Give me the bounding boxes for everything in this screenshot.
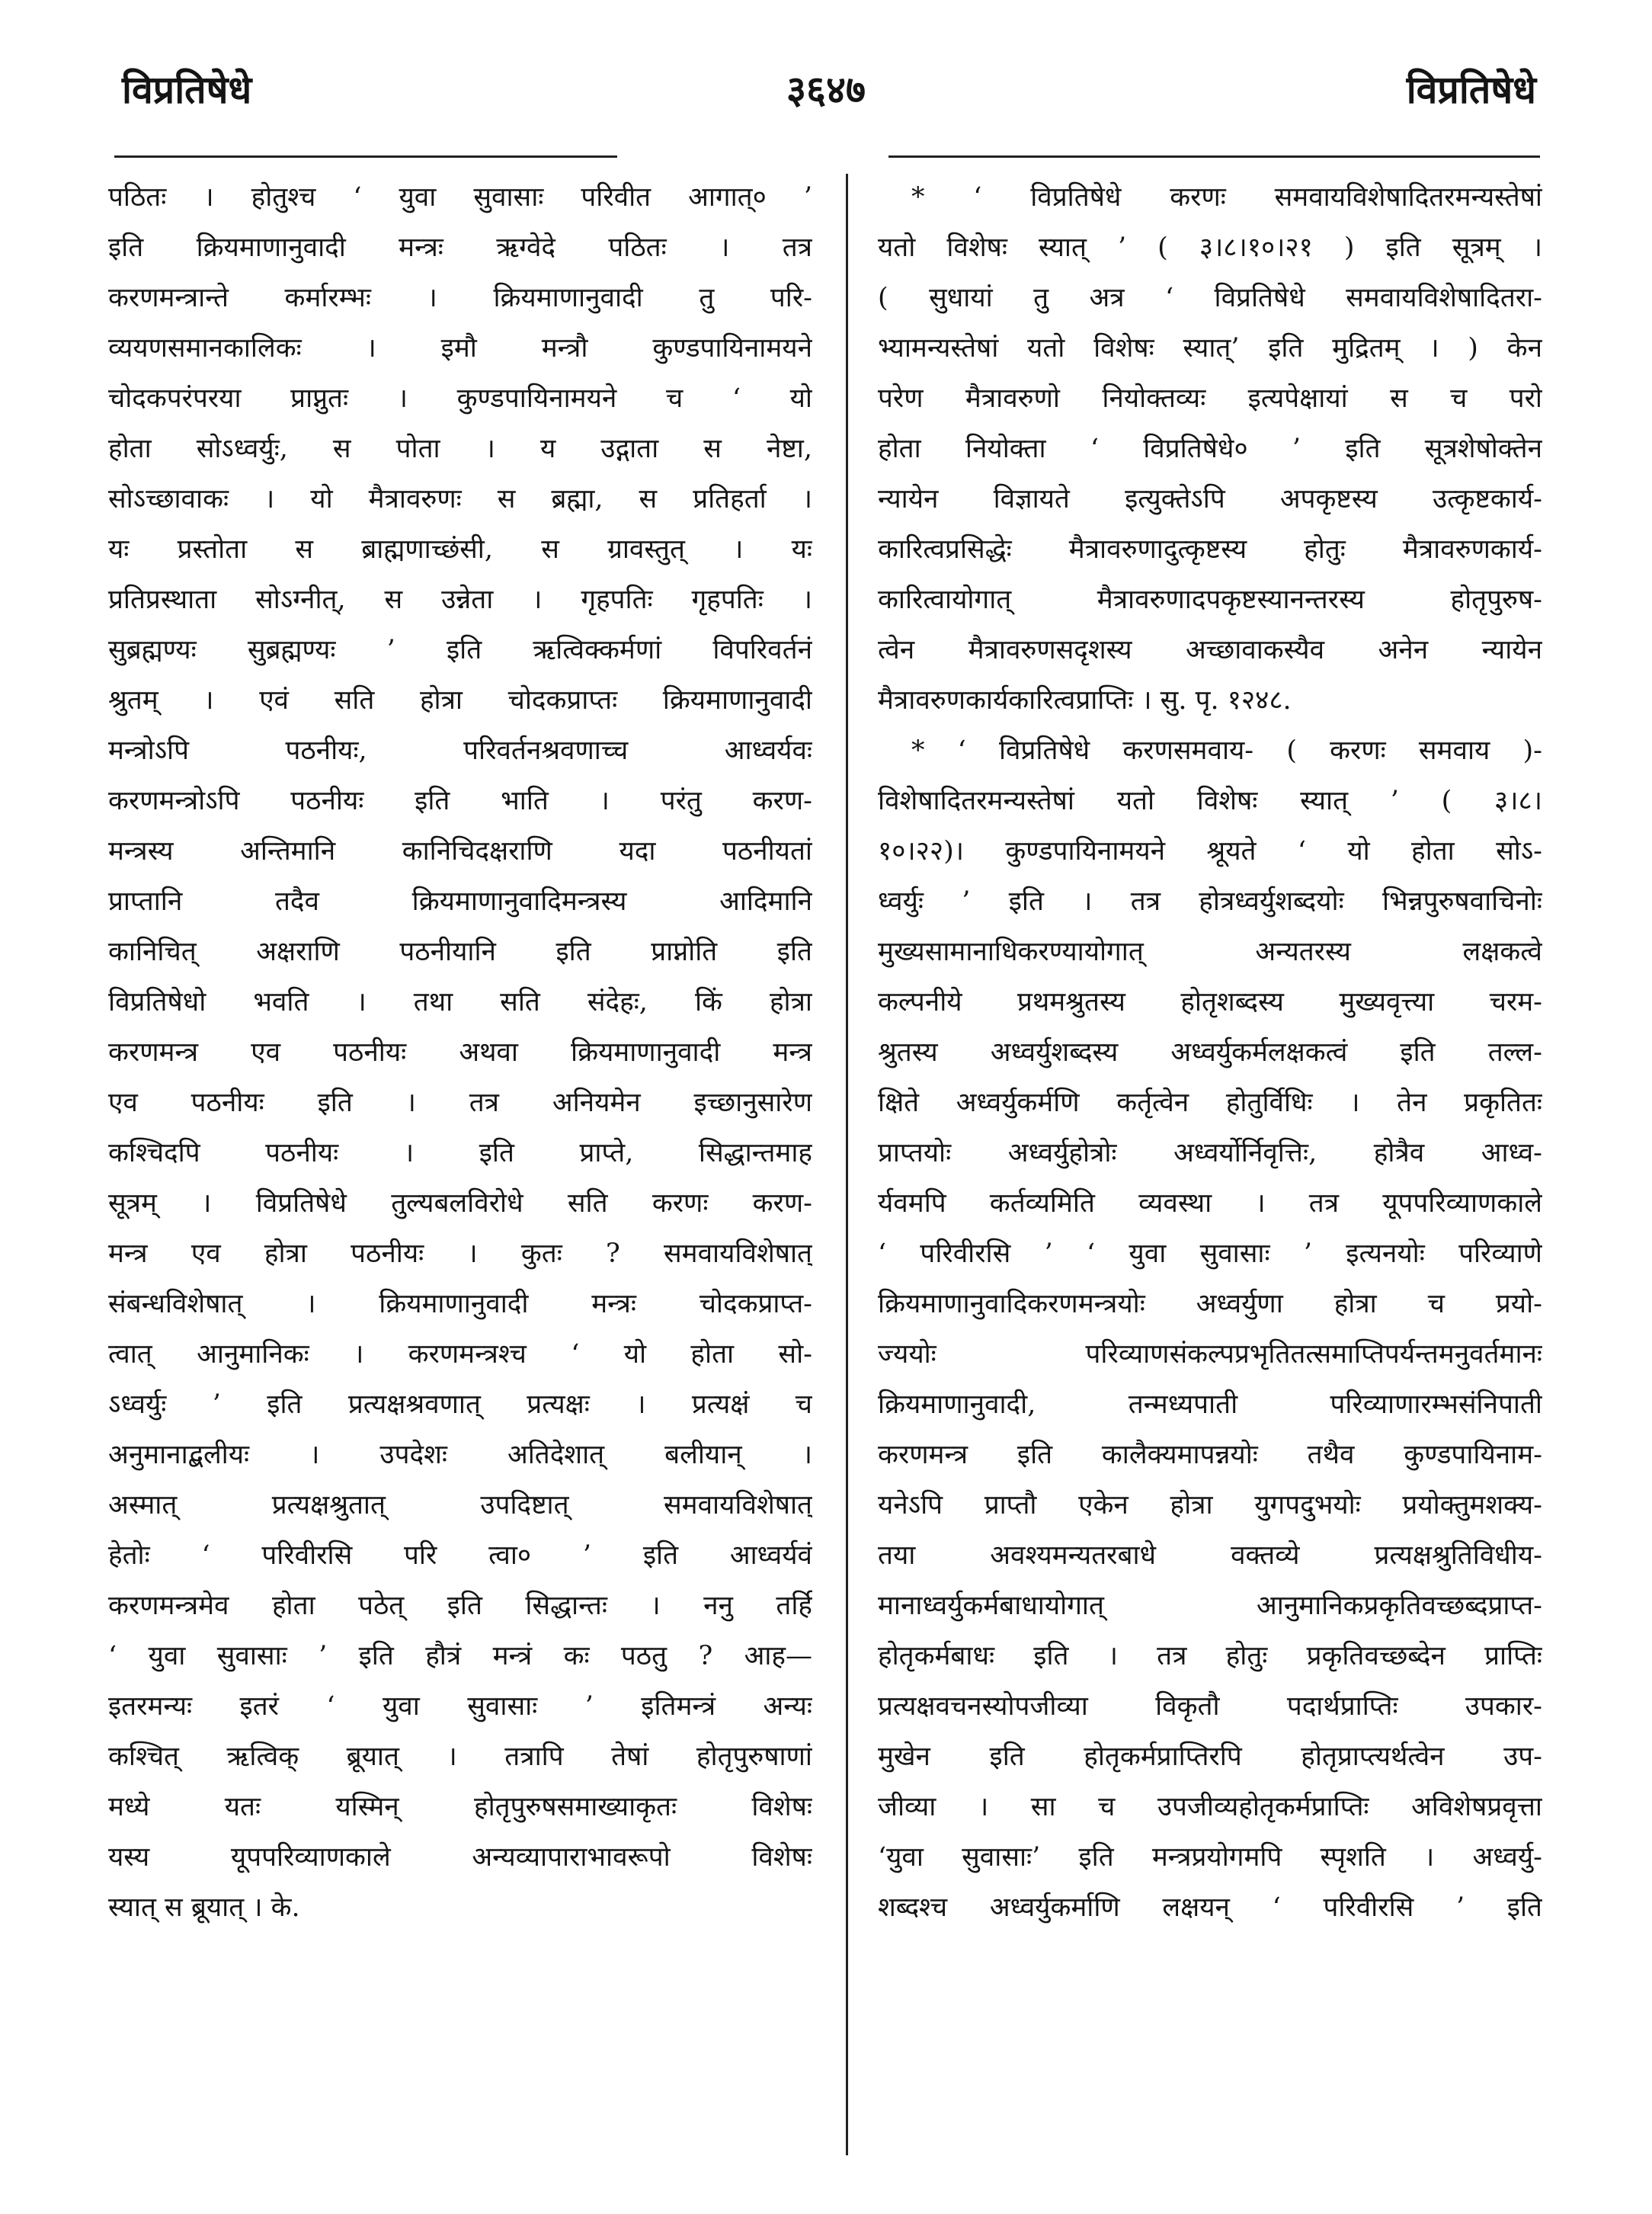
left-column-line: अस्मात् प्रत्यक्षश्रुतात् उपदिष्टात् समवायविशेषात् bbox=[108, 1490, 812, 1520]
left-column-line: करणमन्त्रान्ते कर्मारम्भः । क्रियमाणानुवादी तु परि- bbox=[108, 283, 812, 313]
column-divider bbox=[846, 174, 848, 2155]
right-column-line: प्राप्तयोः अध्वर्युहोत्रोः अध्वर्योर्निवृत्तिः, होत्रैव आध्व- bbox=[878, 1138, 1542, 1168]
right-column-line: मुख्यसामानाधिकरण्यायोगात् अन्यतरस्य लक्षकत्वे bbox=[878, 937, 1542, 967]
right-column-line: परेण मैत्रावरुणो नियोक्तव्यः इत्यपेक्षायां स च परो bbox=[878, 383, 1542, 414]
page-number: ३६४७ bbox=[786, 67, 866, 112]
left-column-line: विप्रतिषेधो भवति । तथा सति संदेहः, किं होत्रा bbox=[108, 987, 812, 1017]
right-column-line: र्यवमपि कर्तव्यमिति व्यवस्था । तत्र यूपपरिव्याणकाले bbox=[878, 1188, 1542, 1219]
right-column-line: मानाध्वर्युकर्मबाधायोगात् आनुमानिकप्रकृतिवच्छब्दप्राप्त- bbox=[878, 1591, 1542, 1621]
right-column-line: मुखेन इति होतृकर्मप्राप्तिरपि होतृप्राप्त्यर्थत्वेन उप- bbox=[878, 1741, 1542, 1772]
left-column-line: करणमन्त्रोऽपि पठनीयः इति भाति । परंतु करण- bbox=[108, 786, 812, 816]
right-column-line: मैत्रावरुणकार्यकारित्वप्राप्तिः । सु. पृ. १२४८. bbox=[878, 685, 1292, 716]
right-column-line: कारित्वप्रसिद्धेः मैत्रावरुणादुत्कृष्टस्य होतुः मैत्रावरुणकार्य- bbox=[878, 534, 1542, 565]
right-column-line: ‘युवा सुवासाः’ इति मन्त्रप्रयोगमपि स्पृशति । अध्वर्यु- bbox=[878, 1842, 1542, 1873]
left-column-line: पठितः । होतुश्च ‘ युवा सुवासाः परिवीत आगात्० ’ bbox=[108, 182, 812, 213]
header-rule-right bbox=[888, 155, 1540, 158]
left-column-line: कानिचित् अक्षराणि पठनीयानि इति प्राप्नोति इति bbox=[108, 937, 812, 967]
left-column-line: सुब्रह्मण्यः सुब्रह्मण्यः ’ इति ऋत्विक्कर्मणां विपरिवर्तनं bbox=[108, 635, 812, 665]
right-column-line: होता नियोक्ता ‘ विप्रतिषेधे० ’ इति सूत्रशेषोक्तेन bbox=[878, 434, 1542, 464]
header-right-title: विप्रतिषेधे bbox=[1406, 67, 1536, 112]
left-column-line: मन्त्रोऽपि पठनीयः, परिवर्तनश्रवणाच्च आध्वर्यवः bbox=[108, 735, 812, 766]
right-column-line: ध्वर्युः ’ इति । तत्र होत्रध्वर्युशब्दयोः भिन्नपुरुषवाचिनोः bbox=[878, 886, 1542, 917]
left-column-line: ऽध्वर्युः ’ इति प्रत्यक्षश्रवणात् प्रत्यक्षः । प्रत्यक्षं च bbox=[108, 1389, 812, 1420]
left-column-line: सोऽच्छावाकः । यो मैत्रावरुणः स ब्रह्मा, स प्रतिहर्ता । bbox=[108, 484, 812, 514]
right-column-line: यतो विशेषः स्यात् ’ ( ३।८।१०।२१ ) इति सूत्रम् । bbox=[878, 232, 1542, 263]
right-column-line: ज्ययोः परिव्याणसंकल्पप्रभृतितत्समाप्तिपर्यन्तमनुवर्तमानः bbox=[878, 1339, 1542, 1370]
left-column-line: श्रुतम् । एवं सति होत्रा चोदकप्राप्तः क्रियमाणानुवादी bbox=[108, 685, 812, 716]
right-column-line: यनेऽपि प्राप्तौ एकेन होत्रा युगपदुभयोः प्रयोक्तुमशक्य- bbox=[878, 1490, 1542, 1520]
right-column-line: जीव्या । सा च उपजीव्यहोतृकर्मप्राप्तिः अविशेषप्रवृत्ता bbox=[878, 1792, 1542, 1822]
right-column-line: * ‘ विप्रतिषेधे करणसमवाय- ( करणः समवाय )- bbox=[911, 735, 1542, 766]
left-column-line: इति क्रियमाणानुवादी मन्त्रः ऋग्वेदे पठितः । तत्र bbox=[108, 232, 812, 263]
right-column-line: श्रुतस्य अध्वर्युशब्दस्य अध्वर्युकर्मलक्षकत्वं इति तल्ल- bbox=[878, 1037, 1542, 1068]
left-column-line: स्यात् स ब्रूयात् । के. bbox=[108, 1892, 300, 1923]
left-column bbox=[108, 172, 812, 1933]
left-column-line: हेतोः ‘ परिवीरसि परि त्वा० ’ इति आध्वर्यवं bbox=[108, 1540, 812, 1571]
right-column-line: कल्पनीये प्रथमश्रुतस्य होतृशब्दस्य मुख्यवृत्त्या चरम- bbox=[878, 987, 1542, 1017]
left-column-line: त्वात् आनुमानिकः । करणमन्त्रश्च ‘ यो होता सो- bbox=[108, 1339, 812, 1370]
right-column-line: शब्दश्च अध्वर्युकर्माणि लक्षयन् ‘ परिवीरसि ’ इति bbox=[878, 1892, 1542, 1923]
right-column-line: तया अवश्यमन्यतरबाधे वक्तव्ये प्रत्यक्षश्रुतिविधीय- bbox=[878, 1540, 1542, 1571]
left-column-line: एव पठनीयः इति । तत्र अनियमेन इच्छानुसारेण bbox=[108, 1088, 812, 1118]
left-column-line: होता सोऽध्वर्युः, स पोता । य उद्गाता स नेष्टा, bbox=[108, 434, 812, 464]
left-column-line: प्रतिप्रस्थाता सोऽग्नीत्, स उन्नेता । गृहपतिः गृहपतिः । bbox=[108, 585, 812, 615]
header-rule-left bbox=[114, 155, 617, 158]
right-column-line: ( सुधायां तु अत्र ‘ विप्रतिषेधे समवायविशेषादितरा- bbox=[878, 283, 1542, 313]
left-column-line: यः प्रस्तोता स ब्राह्मणाच्छंसी, स ग्रावस्तुत् । यः bbox=[108, 534, 812, 565]
right-column-line: क्षिते अध्वर्युकर्मणि कर्तृत्वेन होतुर्विधिः । तेन प्रकृतितः bbox=[878, 1088, 1542, 1118]
right-column-line: न्यायेन विज्ञायते इत्युक्तेऽपि अपकृष्टस्य उत्कृष्टकार्य- bbox=[878, 484, 1542, 514]
right-column-line: * ‘ विप्रतिषेधे करणः समवायविशेषादितरमन्यस्तेषां bbox=[911, 182, 1542, 213]
left-column-line: सूत्रम् । विप्रतिषेधे तुल्यबलविरोधे सति करणः करण- bbox=[108, 1188, 812, 1219]
header-left-title: विप्रतिषेधे bbox=[122, 67, 252, 112]
left-column-line: मन्त्र एव होत्रा पठनीयः । कुतः ? समवायविशेषात् bbox=[108, 1238, 812, 1269]
left-column-line: कश्चिदपि पठनीयः । इति प्राप्ते, सिद्धान्तमाह bbox=[108, 1138, 812, 1168]
left-column-line: प्राप्तानि तदैव क्रियमाणानुवादिमन्त्रस्य आदिमानि bbox=[108, 886, 812, 917]
right-column-line: त्वेन मैत्रावरुणसदृशस्य अच्छावाकस्यैव अनेन न्यायेन bbox=[878, 635, 1542, 665]
right-column-line: कारित्वायोगात् मैत्रावरुणादपकृष्टस्यानन्तरस्य होतृपुरुष- bbox=[878, 585, 1542, 615]
right-column-line: क्रियमाणानुवादी, तन्मध्यपाती परिव्याणारम्भसंनिपाती bbox=[878, 1389, 1542, 1420]
right-column-line: १०।२२)। कुण्डपायिनामयने श्रूयते ‘ यो होता सोऽ- bbox=[878, 836, 1542, 867]
left-column-line: चोदकपरंपरया प्राप्नुतः । कुण्डपायिनामयने च ‘ यो bbox=[108, 383, 812, 414]
right-column-line: करणमन्त्र इति कालैक्यमापन्नयोः तथैव कुण्डपायिनाम- bbox=[878, 1440, 1542, 1470]
right-column-line: क्रियमाणानुवादिकरणमन्त्रयोः अध्वर्युणा होत्रा च प्रयो- bbox=[878, 1289, 1542, 1319]
right-column-line: विशेषादितरमन्यस्तेषां यतो विशेषः स्यात् ’ ( ३।८। bbox=[878, 786, 1542, 816]
left-column-line: यस्य यूपपरिव्याणकाले अन्यव्यापाराभावरूपो विशेषः bbox=[108, 1842, 812, 1873]
left-column-line: मन्त्रस्य अन्तिमानि कानिचिदक्षराणि यदा पठनीयतां bbox=[108, 836, 812, 867]
left-column-line: करणमन्त्रमेव होता पठेत् इति सिद्धान्तः । ननु तर्हि bbox=[108, 1591, 812, 1621]
left-column-line: कश्चित् ऋत्विक् ब्रूयात् । तत्रापि तेषां होतृपुरुषाणां bbox=[108, 1741, 812, 1772]
left-column-line: इतरमन्यः इतरं ‘ युवा सुवासाः ’ इतिमन्त्रं अन्यः bbox=[108, 1691, 812, 1722]
right-column-line: ‘ परिवीरसि ’ ‘ युवा सुवासाः ’ इत्यनयोः परिव्याणे bbox=[878, 1238, 1542, 1269]
right-column bbox=[878, 172, 1542, 1933]
left-column-line: ‘ युवा सुवासाः ’ इति हौत्रं मन्त्रं कः पठतु ? आह— bbox=[108, 1641, 812, 1671]
right-column-line: भ्यामन्यस्तेषां यतो विशेषः स्यात्’ इति मुद्रितम् । ) केन bbox=[878, 333, 1542, 364]
left-column-line: अनुमानाद्बलीयः । उपदेशः अतिदेशात् बलीयान् । bbox=[108, 1440, 812, 1470]
left-column-line: व्ययणसमानकालिकः । इमौ मन्त्रौ कुण्डपायिनामयने bbox=[108, 333, 812, 364]
right-column-line: होतृकर्मबाधः इति । तत्र होतुः प्रकृतिवच्छब्देन प्राप्तिः bbox=[878, 1641, 1542, 1671]
left-column-line: करणमन्त्र एव पठनीयः अथवा क्रियमाणानुवादी मन्त्र bbox=[108, 1037, 812, 1068]
left-column-line: मध्ये यतः यस्मिन् होतृपुरुषसमाख्याकृतः विशेषः bbox=[108, 1792, 812, 1822]
right-column-line: प्रत्यक्षवचनस्योपजीव्या विकृतौ पदार्थप्राप्तिः उपकार- bbox=[878, 1691, 1542, 1722]
left-column-line: संबन्धविशेषात् । क्रियमाणानुवादी मन्त्रः चोदकप्राप्त- bbox=[108, 1289, 812, 1319]
